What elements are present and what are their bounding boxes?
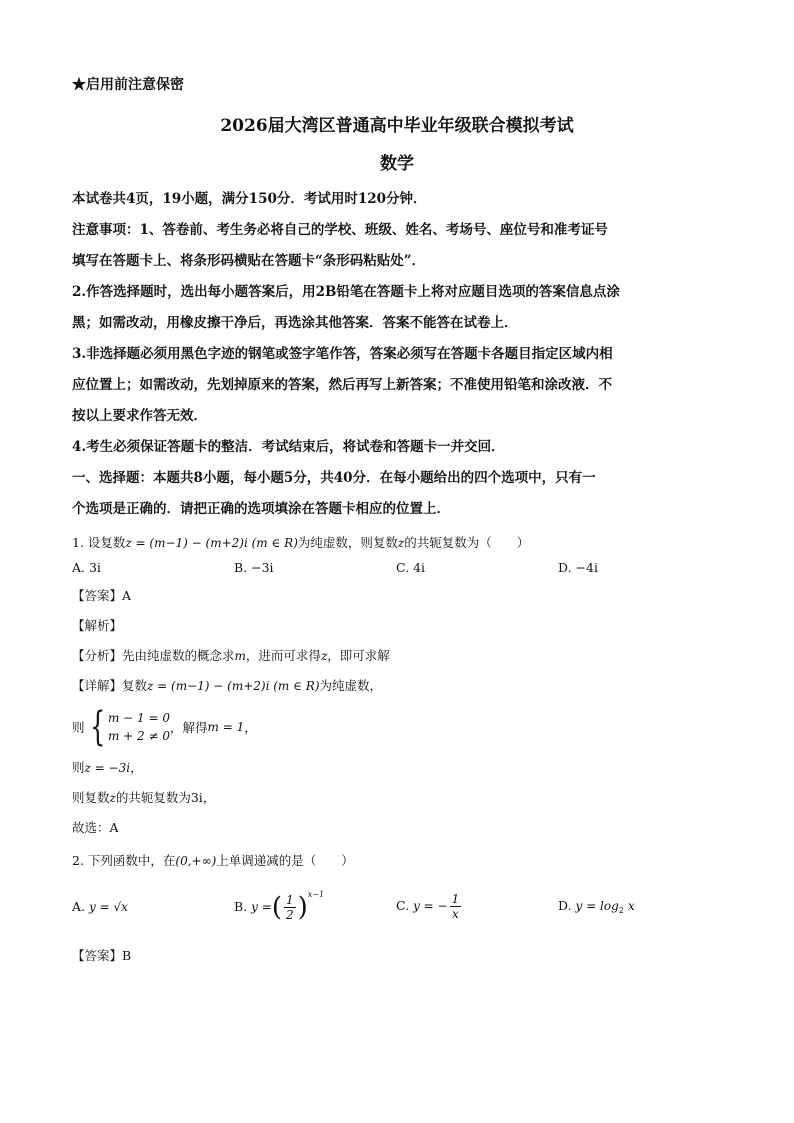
intro-line: 填写在答题卡上、将条形码横贴在答题卡“条形码粘贴处”． (72, 253, 426, 269)
exam-title: 2026届大湾区普通高中毕业年级联合模拟考试 (220, 116, 574, 136)
intro-line: 黑；如需改动，用橡皮擦干净后，再选涂其他答案．答案不能答在试卷上． (72, 315, 518, 331)
question-2-stem: 2. 下列函数中，在(0,+∞)上单调递减的是（ ） (72, 853, 354, 868)
exam-page (72, 70, 722, 971)
subject-title: 数学 (380, 154, 414, 174)
intro-line: 4.考生必须保证答题卡的整洁．考试结束后，将试卷和答题卡一并交回． (72, 439, 505, 455)
option-c: C. y = − $\frac{1}{x}$ (396, 891, 460, 921)
confidential-note: ★启用前注意保密 (72, 77, 184, 93)
analysis-label: 【解析】 (72, 618, 123, 633)
brace-glyph: { (89, 704, 105, 750)
question-1-stem: 1. 设复数z = (m−1) − (m+2)i (m ∈ R)为纯虚数，则复数z的共轭复数为（ ） (72, 535, 530, 550)
math-expression: z = (m−1) − (m+2)i (m ∈ R) (125, 536, 298, 550)
conjugate-line: 则复数z的共轭复数为3i， (72, 790, 216, 805)
section-heading: 个选项是正确的．请把正确的选项填涂在答题卡相应的位置上． (72, 501, 450, 517)
intro-line: 3.非选择题必须用黑色字迹的钢笔或签字笔作答，答案必须写在答题卡各题目指定区域内相 (72, 346, 613, 362)
question-2-options (72, 879, 722, 933)
option-d: D. $y = \log_2 x$ (558, 897, 635, 915)
intro-line: 2.作答选择题时，选出每小题答案后，用2B铅笔在答题卡上将对应题目选项的答案信息点涂 (72, 284, 620, 300)
intro-line: 应位置上；如需改动，先划掉原来的答案，然后再写上新答案；不准使用铅笔和涂改液．不 (72, 377, 612, 393)
option-b: B. y =( $\frac{1}{2}$ )$^{x-1}$ (234, 890, 325, 923)
equation-system-line: 则 { m − 1 = 0 m + 2 ≠ 0 ，解得 m = 1 ， (72, 704, 257, 750)
solution-line: 则z = −3i， (72, 760, 143, 775)
option-b: B. −3i (234, 560, 274, 575)
equation-system: m − 1 = 0 m + 2 ≠ 0 (107, 711, 170, 743)
section-heading: 一、选择题：本题共8小题，每小题5分，共40分．在每小题给出的四个选项中，只有一 (72, 470, 596, 486)
option-a: A. y = √x (72, 898, 128, 914)
option-a: A. 3i (72, 560, 101, 575)
intro-line: 注意事项：1、答卷前、考生务必将自己的学校、班级、姓名、考场号、座位号和准考证号 (72, 222, 608, 238)
answer-label: 【答案】B (72, 948, 132, 963)
choice-line: 故选：A (72, 820, 119, 835)
option-c: C. 4i (396, 560, 426, 575)
intro-line: 按以上要求作答无效． (72, 408, 207, 424)
answer-label: 【答案】A (72, 588, 132, 603)
intro-line: 本试卷共4页，19小题，满分150分．考试用时120分钟． (72, 191, 427, 207)
option-d: D. −4i (558, 560, 598, 575)
question-1-options (72, 555, 722, 581)
xiangjie-line: 【详解】复数z = (m−1) − (m+2)i (m ∈ R)为纯虚数， (72, 678, 383, 693)
fenxi-line: 【分析】先由纯虚数的概念求m，进而可求得z，即可求解 (72, 648, 390, 663)
